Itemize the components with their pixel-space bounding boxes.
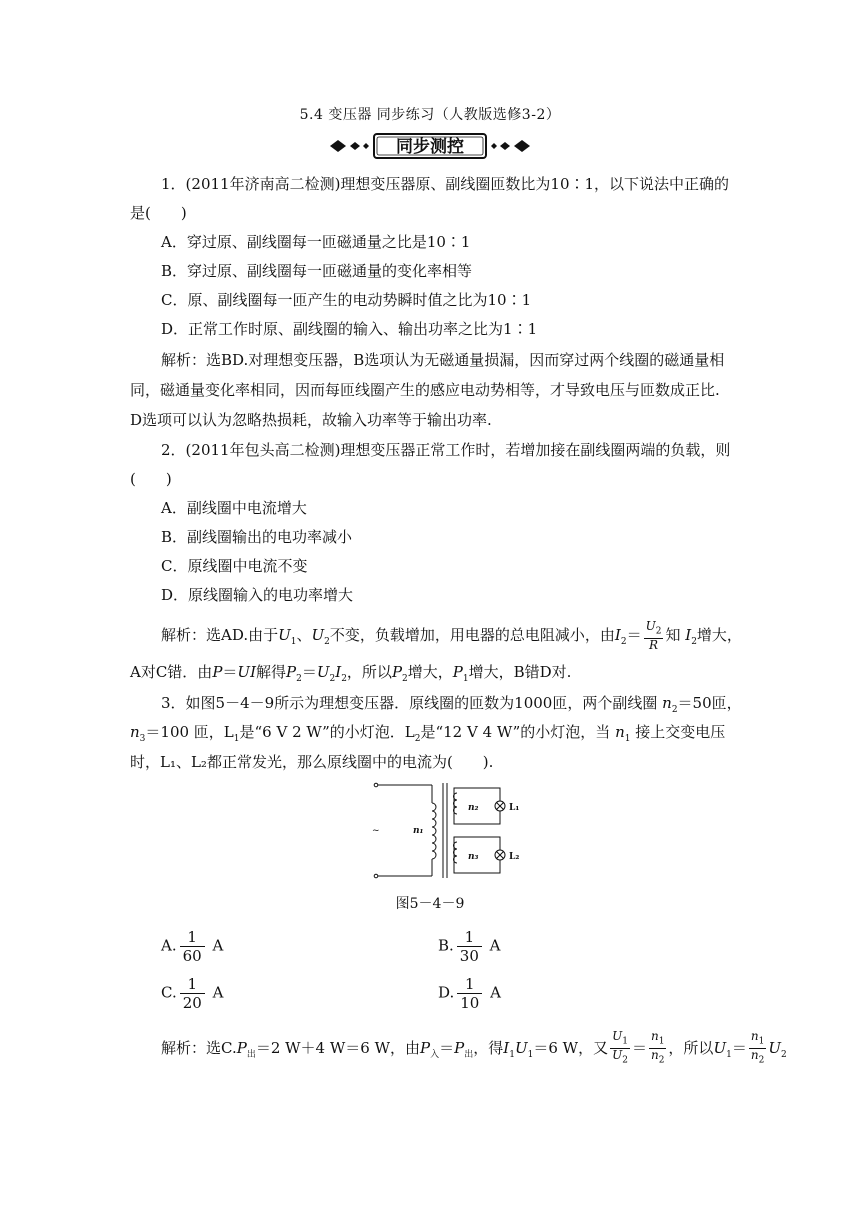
q2-option-d: D．原线圈输入的电功率增大: [161, 586, 354, 604]
q1-stem-line2: 是( ): [130, 204, 187, 222]
q2-option-b: B．副线圈输出的电功率减小: [161, 528, 353, 546]
q2-analysis-line1: 解析：选AD.由于$U_1$、$U_2$不变，负载增加，用电器的总电阻减小，由$I_2=$ $\frac{U_2}{R}$ 知 $I_2$增大，: [161, 619, 742, 653]
q3-option-c: C. $\frac{1}{20}$ A: [161, 975, 224, 1012]
q1-option-c: C．原、副线圈每一匝产生的电动势瞬时值之比为10∶1: [161, 291, 532, 309]
q2-stem-line1: 2．(2011年包头高二检测)理想变压器正常工作时，若增加接在副线圈两端的负载，则: [161, 441, 731, 459]
q2-analysis-line2: A对C错．由P＝UI解得$P_2=U_2I_2$，所以$P_2$增大，$P_1$增大，B错D对.: [130, 663, 572, 684]
q1-analysis-line2: 同，磁通量变化率相同，因而每匝线圈产生的感应电动势相等，才导致电压与匝数成正比.: [130, 381, 720, 399]
lamp-l2-icon: [495, 850, 505, 860]
label-n3: n₃: [468, 852, 479, 862]
q3-stem-line3: 时，L₁、L₂都正常发光，那么原线圈中的电流为( ).: [130, 753, 494, 771]
q3-option-a: A. $\frac{1}{60}$ A: [161, 928, 224, 965]
section-banner: [330, 131, 530, 161]
fraction-u2-over-r: $\frac{U_2}{R}$: [645, 619, 662, 653]
q3-stem-line1: 3．如图5－4－9所示为理想变压器．原线圈的匝数为1000匝，两个副线圈 $n_2=50$匝，: [161, 694, 742, 715]
q1-analysis-line3: D选项可以认为忽略热损耗，故输入功率等于输出功率.: [130, 411, 492, 429]
fraction-n1-over-n2-b: $\frac{n_1}{n_2}$: [750, 1029, 765, 1066]
q3-stem-line2: $n_3=100$ 匝，$L_1$是“6 V 2 W”的小灯泡．$L_2$是“12 V 4 W”的小灯泡，当 $n_1$ 接上交变电压: [130, 723, 726, 744]
transformer-diagram: [370, 781, 530, 881]
q2-option-c: C．原线圈中电流不变: [161, 557, 308, 575]
q1-analysis-line1: 解析：选BD.对理想变压器，B选项认为无磁通量损漏，因而穿过两个线圈的磁通量相: [161, 351, 725, 369]
fraction-n1-over-n2: $\frac{n_1}{n_2}$: [650, 1029, 665, 1066]
q3-analysis-line1: 解析：选$C.P_出=2$ W＋4 W＝6 W，由$P_入=P_出$，得$I_1U_1=6$ W，又 $\frac{U_1}{U_2}$ ＝ $\frac{n_1}{n_2}$ ，所以$U_1=$ $\frac{n_1}{n_2}$ $U_2$: [161, 1029, 787, 1066]
label-source: ~: [372, 826, 380, 836]
label-l1: L₁: [509, 803, 520, 813]
q3-option-d: D. $\frac{1}{10}$ A: [438, 975, 501, 1012]
q1-option-b: B．穿过原、副线圈每一匝磁通量的变化率相等: [161, 262, 473, 280]
q1-option-a: A．穿过原、副线圈每一匝磁通量之比是10∶1: [161, 233, 471, 251]
figure-caption: 图5－4－9: [395, 896, 465, 912]
label-l2: L₂: [509, 852, 520, 862]
q2-option-a: A．副线圈中电流增大: [161, 499, 307, 517]
q1-option-d: D．正常工作时原、副线圈的输入、输出功率之比为1∶1: [161, 320, 538, 338]
q2-stem-line2: ( ): [130, 470, 172, 488]
banner-text: 同步测控: [396, 137, 464, 157]
label-n2: n₂: [468, 803, 479, 813]
banner-left-diamonds-icon: [330, 140, 369, 152]
fraction-u1-over-u2: $\frac{U_1}{U_2}$: [612, 1029, 628, 1066]
lamp-l1-icon: [495, 801, 505, 811]
q3-option-b: B. $\frac{1}{30}$ A: [438, 928, 501, 965]
page-title: 5.4 变压器 同步练习（人教版选修3-2）: [299, 107, 561, 123]
label-n1: n₁: [413, 826, 424, 836]
banner-right-diamonds-icon: [491, 140, 530, 152]
q1-stem-line1: 1．(2011年济南高二检测)理想变压器原、副线圈匝数比为10∶1，以下说法中正确的: [161, 175, 730, 193]
